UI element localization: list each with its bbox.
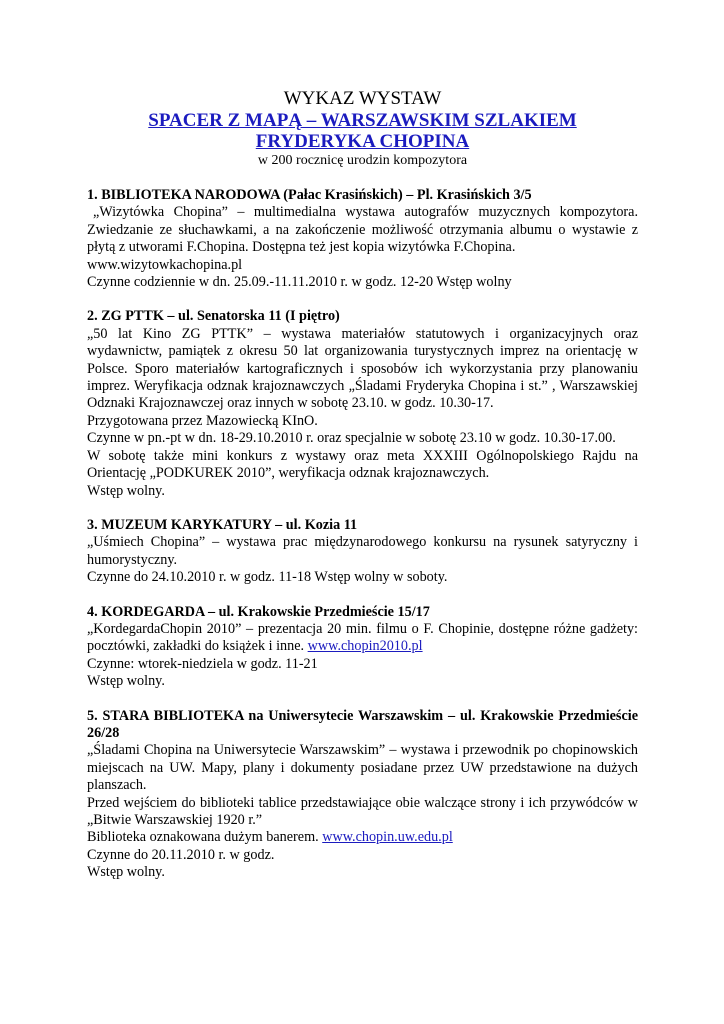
section-entry: Wstęp wolny. [87, 482, 165, 499]
section-description: „Uśmiech Chopina” – wystawa prac międzynarodowego konkursu na rysunek satyryczny i humorystyczny. [87, 534, 638, 568]
section-entry: Wstęp wolny. [87, 864, 165, 881]
section-extra: W sobotę także mini konkurs z wystawy oraz meta XXXIII Ogólnopolskiego Rajdu na Orientację „PODKUREK 2010”, weryfikacja odznak krajoznawczych. [87, 447, 638, 482]
exhibition-title-line-1: SPACER Z MAPĄ – WARSZAWSKIM SZLAKIEM [148, 110, 577, 131]
document-page [87, 88, 638, 899]
exhibition-title-line-2: FRYDERYKA CHOPINA [255, 131, 470, 152]
section-biblioteka-narodowa [87, 187, 638, 291]
chopin-uw-link[interactable]: www.chopin.uw.edu.pl [322, 829, 453, 846]
section-heading: 4. KORDEGARDA – ul. Krakowskie Przedmieście 15/17 [87, 603, 430, 620]
section-muzeum-karykatury [87, 517, 638, 587]
section-hours: Czynne: wtorek-niedziela w godz. 11-21 [87, 655, 318, 672]
section-description-text: „KordegardaChopin 2010” – prezentacja 20 min. filmu o F. Chopinie, dostępne różne gadżety: pocztówki, zakładki do książek i inne. [87, 620, 638, 655]
chopin2010-link[interactable]: www.chopin2010.pl [307, 638, 423, 655]
section-heading: 2. ZG PTTK – ul. Senatorska 11 (I piętro) [87, 308, 340, 325]
section-hours: Czynne codziennie w dn. 25.09.-11.11.2010 r. w godz. 12-20 Wstęp wolny [87, 274, 512, 291]
section-zg-pttk [87, 308, 638, 499]
section-banner-text: Biblioteka oznakowana dużym banerem. [87, 829, 319, 846]
section-description: „50 lat Kino ZG PTTK” – wystawa materiałów statutowych i organizacyjnych oraz wydawnictw, pamiątek z okresu 50 lat organizowania turystycznych imprez na orientację w Polsce. Sporo materiałów kartograficznych i sposobów ich wykorzystania przy planowaniu imprez. Weryfikacja odznak krajoznawczych „Śladami Fryderyka Chopina i st.” , Warszawskiej Odznaki Krajoznawczej oraz innych w sobotę 23.10. w godz. 10.30-17. [87, 325, 638, 412]
section-website: www.wizytowkachopina.pl [87, 256, 243, 273]
section-description: „Wizytówka Chopina” – multimedialna wystawa autografów muzycznych kompozytora. Zwiedzanie ze słuchawkami, a na zakończenie możliwość otrzymania albumu o wystawie z płytą z utworami F.Chopina. Dostępna też jest kopia wizytówka F.Chopina. [87, 204, 638, 256]
section-description: „Śladami Chopina na Uniwersytecie Warszawskim” – wystawa i przewodnik po chopinowskich miejscach na UW. Mapy, plany i dokumenty posiadane przez UW przedstawione na dużych planszach. [87, 742, 638, 794]
dedication: w 200 rocznicę urodzin kompozytora [257, 153, 468, 168]
section-description [87, 621, 638, 656]
section-heading: 3. MUZEUM KARYKATURY – ul. Kozia 11 [87, 516, 358, 533]
section-stara-biblioteka [87, 708, 638, 882]
section-heading: 5. STARA BIBLIOTEKA na Uniwersytecie Warszawskim – ul. Krakowskie Przedmieście 26/28 [87, 707, 638, 741]
section-prepared-by: Przygotowana przez Mazowiecką KInO. [87, 412, 318, 429]
section-banner [87, 829, 638, 846]
section-entry: Wstęp wolny. [87, 673, 165, 690]
section-hours: Czynne do 24.10.2010 r. w godz. 11-18 Wstęp wolny w soboty. [87, 569, 448, 586]
document-title: WYKAZ WYSTAW [283, 88, 442, 109]
section-hours: Czynne w pn.-pt w dn. 18-29.10.2010 r. oraz specjalnie w sobotę 23.10 w godz. 10.30-17.00. [87, 430, 616, 447]
section-kordegarda [87, 604, 638, 691]
section-description-2: Przed wejściem do biblioteki tablice przedstawiające obie walczące strony i ich przywódców w „Bitwie Warszawskiej 1920 r.” [87, 794, 638, 828]
section-hours: Czynne do 20.11.2010 r. w godz. [87, 846, 275, 863]
section-heading: 1. BIBLIOTEKA NARODOWA (Pałac Krasińskich) – Pl. Krasińskich 3/5 [87, 187, 532, 203]
